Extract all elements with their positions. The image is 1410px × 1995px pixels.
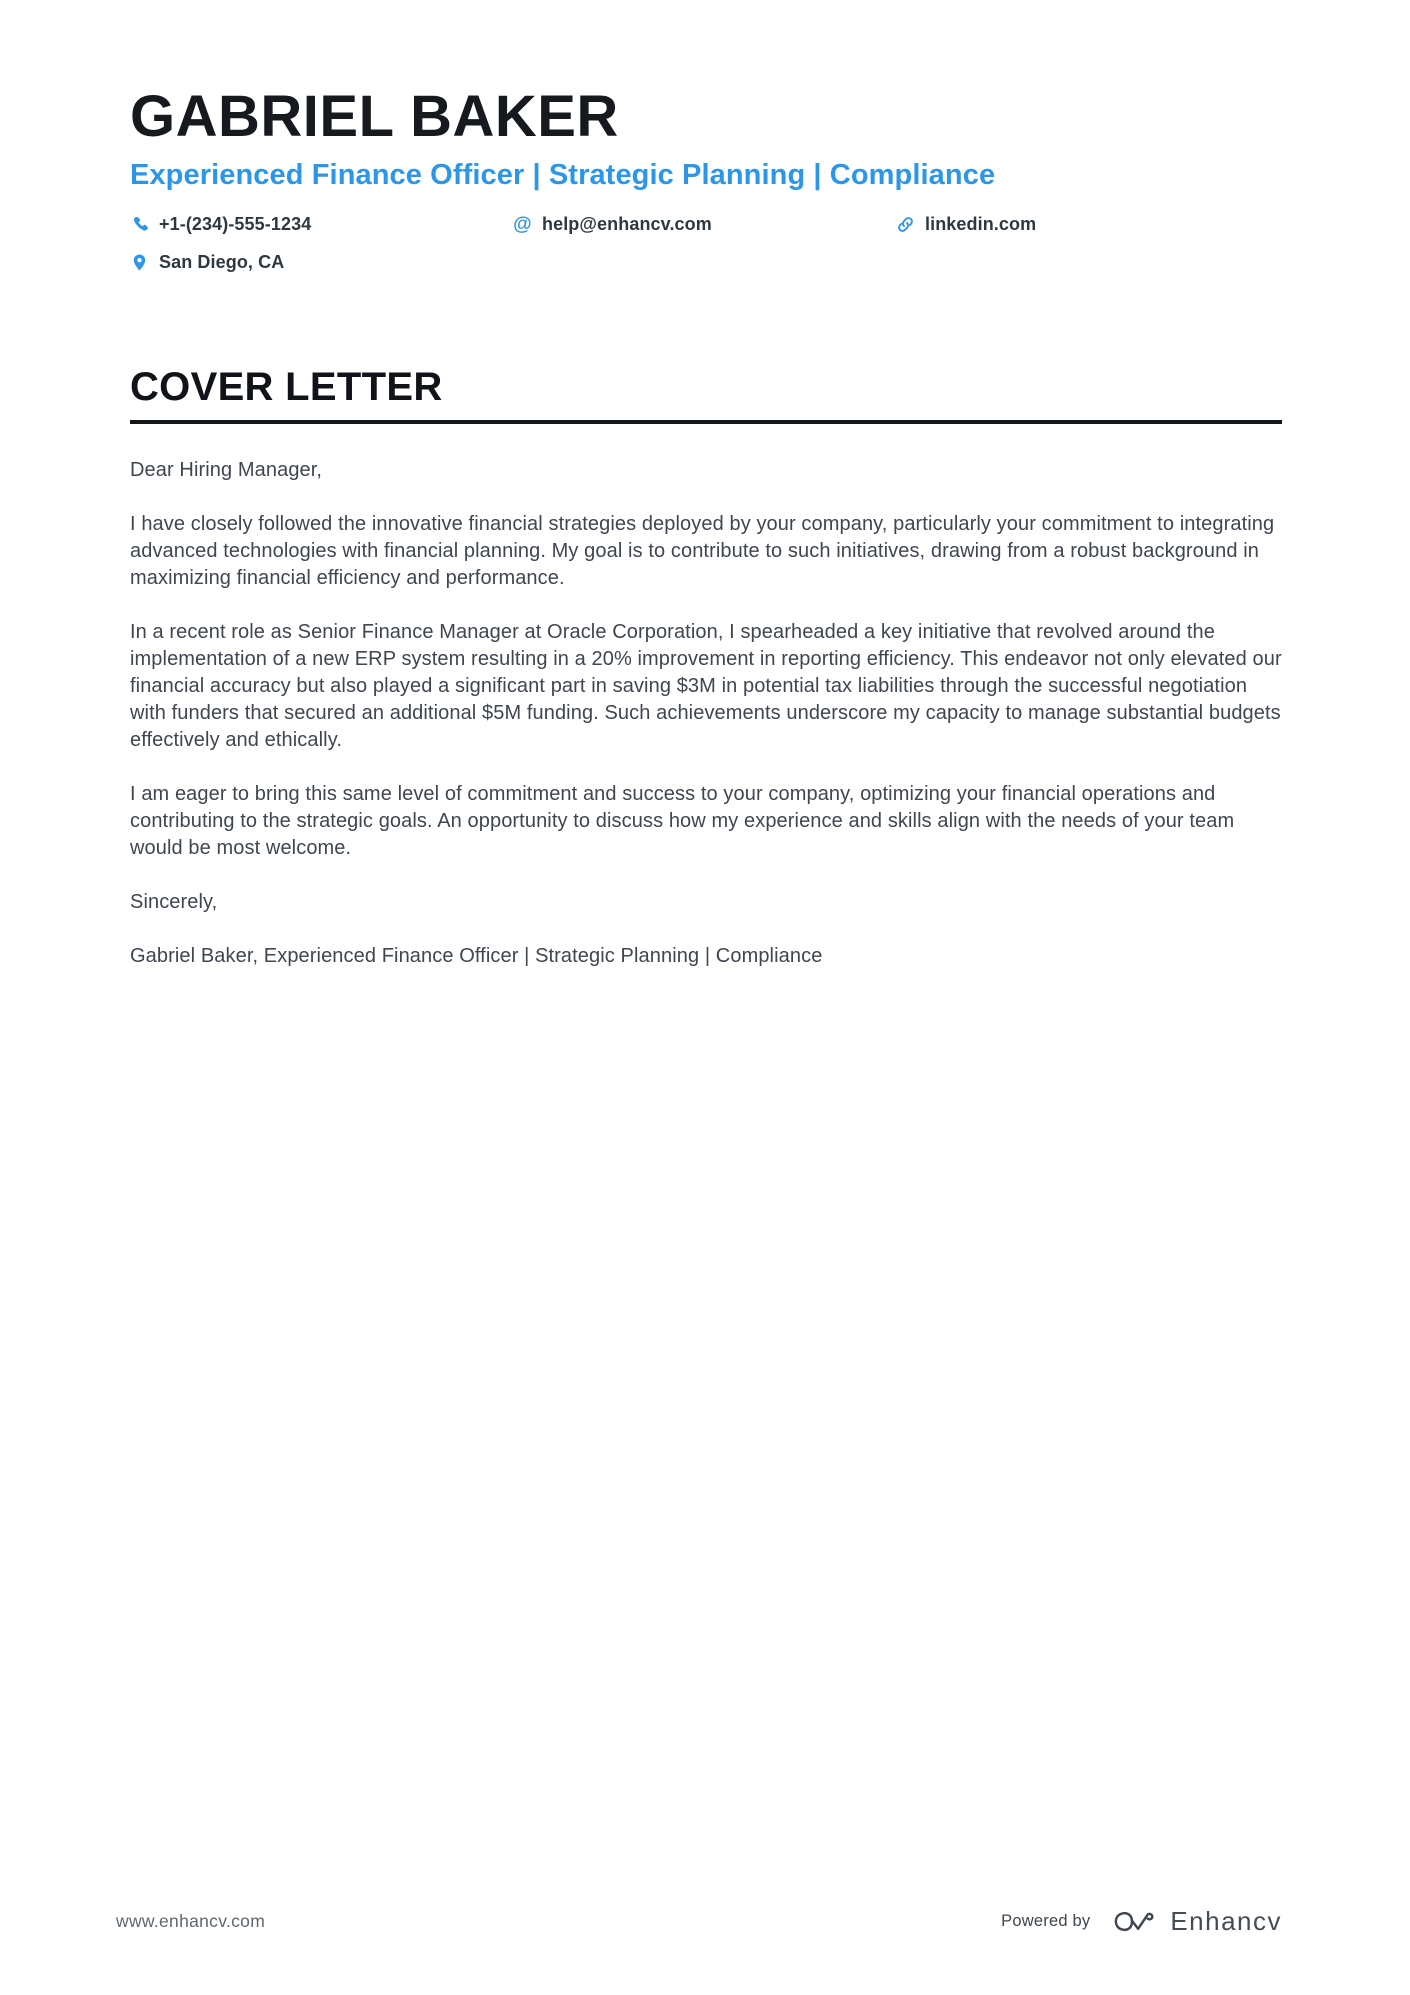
- person-job-title: Experienced Finance Officer | Strategic Planning | Compliance: [130, 158, 996, 191]
- contact-email: [513, 214, 896, 235]
- header: [130, 86, 1282, 273]
- contact-location: [130, 252, 513, 273]
- contact-location-value: San Diego, CA: [159, 251, 285, 272]
- brand-lockup: [1106, 1906, 1282, 1937]
- contact-phone: [130, 214, 513, 235]
- section-heading: COVER LETTER: [130, 365, 1282, 424]
- powered-by-label: Powered by: [1001, 1912, 1091, 1930]
- letter-signature: Gabriel Baker, Experienced Finance Officer | Strategic Planning | Compliance: [130, 944, 823, 967]
- powered-by: [1001, 1906, 1282, 1937]
- contact-link: [896, 214, 1282, 235]
- letter-paragraph: I have closely followed the innovative financial strategies deployed by your company, particularly your commitment to integrating advanced technologies with financial planning. My goal is to contribute to such initiatives, drawing from a robust background in maximizing financial efficiency and performance.: [130, 512, 1275, 589]
- contact-email-value: help@enhancv.com: [542, 213, 712, 234]
- at-icon: @: [513, 213, 532, 235]
- letter-closing: Sincerely,: [130, 890, 218, 913]
- link-icon: [896, 215, 915, 234]
- letter-paragraph: In a recent role as Senior Finance Manager at Oracle Corporation, I spearheaded a key initiative that revolved around the implementation of a new ERP system resulting in a 20% improvement in reporting efficiency. This endeavor not only elevated our financial accuracy but also played a significant part in saving $3M in potential tax liabilities through the successful negotiation with funders that secured an additional $5M funding. Such achievements underscore my capacity to manage substantial budgets effectively and ethically.: [130, 620, 1282, 751]
- page-content: [0, 0, 1410, 970]
- footer-site-url: www.enhancv.com: [116, 1911, 266, 1931]
- letter-salutation: Dear Hiring Manager,: [130, 458, 323, 481]
- page-footer: [116, 1906, 1282, 1937]
- person-name: GABRIEL BAKER: [130, 84, 619, 149]
- location-pin-icon: [130, 253, 149, 272]
- contact-phone-value: +1-(234)-555-1234: [159, 213, 312, 234]
- cover-letter-section: [130, 365, 1282, 970]
- brand-wordmark: Enhancv: [1170, 1906, 1282, 1936]
- letter-paragraph: I am eager to bring this same level of commitment and success to your company, optimizing your financial operations and contributing to the strategic goals. An opportunity to discuss how my experience and skills align with the needs of your team would be most welcome.: [130, 782, 1235, 859]
- enhancv-infinity-logo-icon: [1106, 1908, 1158, 1935]
- contact-info: [130, 214, 1282, 273]
- contact-link-value: linkedin.com: [925, 213, 1037, 234]
- phone-icon: [130, 215, 149, 234]
- letter-body: [130, 457, 1282, 970]
